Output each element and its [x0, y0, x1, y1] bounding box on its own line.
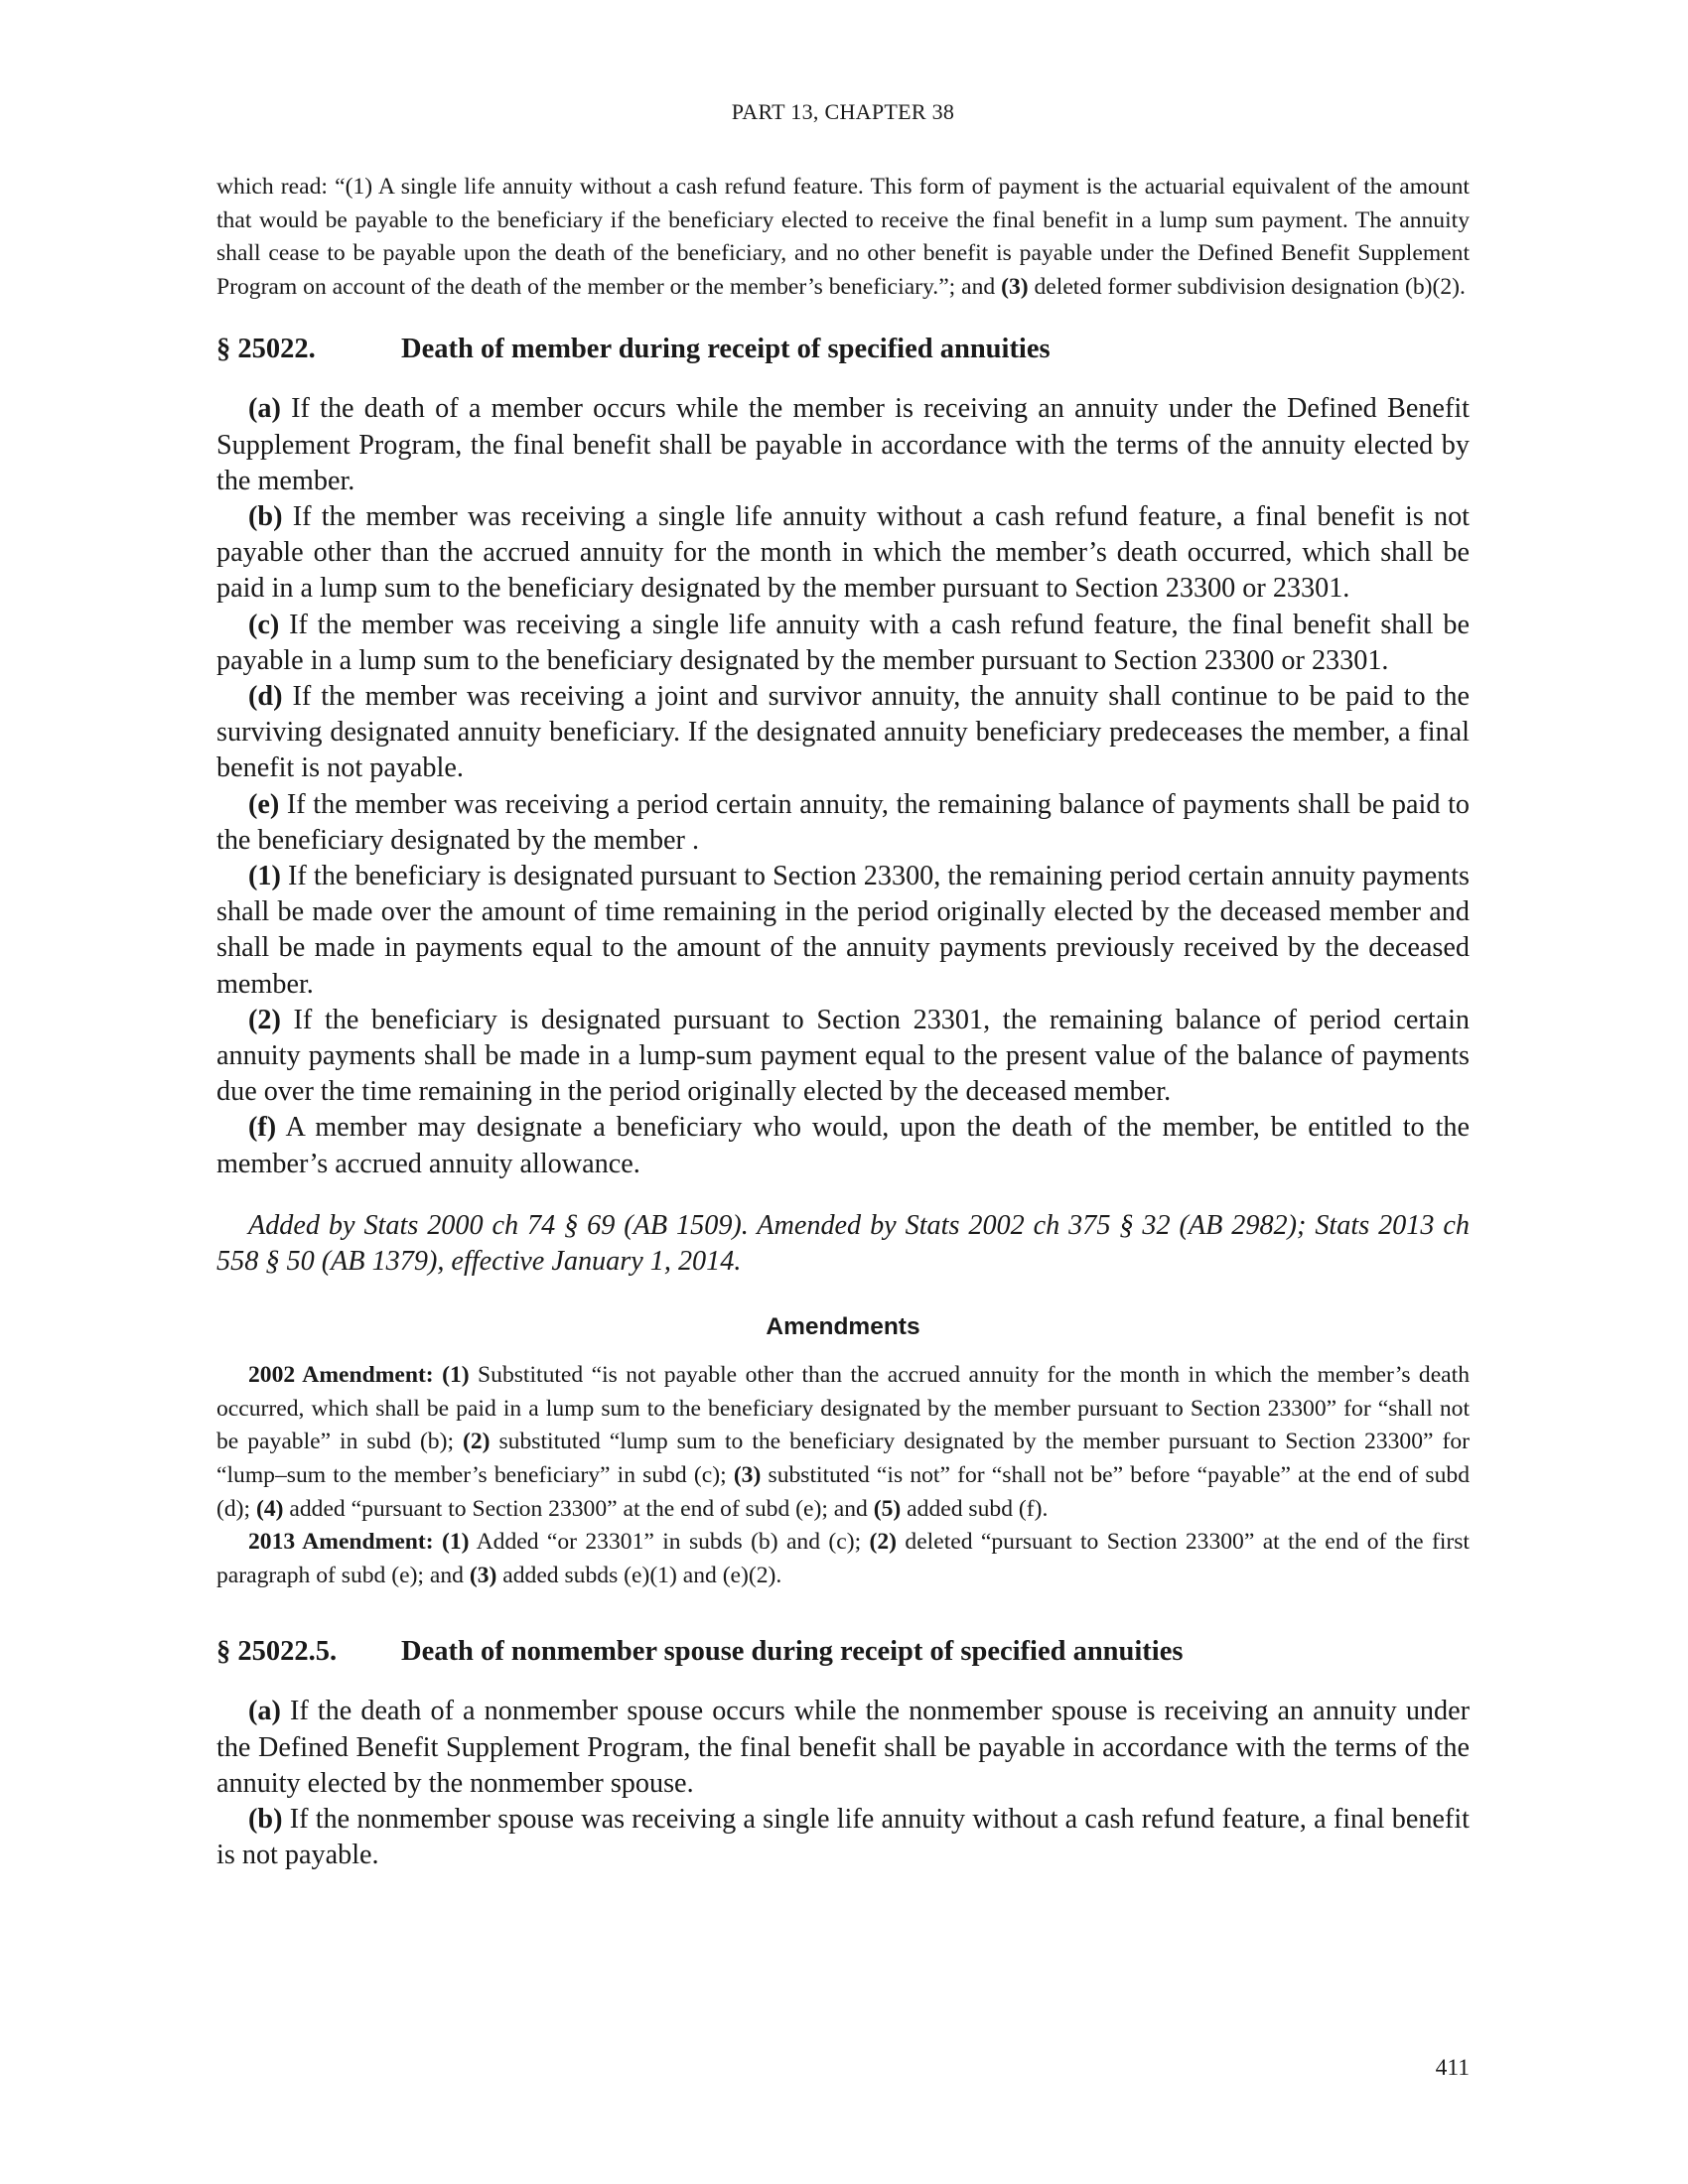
subdivision-text: If the beneficiary is designated pursuant to Section 23300, the remaining period certain annuity payments shall be made over the amount of time remaining in the period originally elected by the deceased member and shall be made in payments equal to the amount of the annuity payments previously received by the deceased member. [216, 861, 1470, 1000]
subdivision-e-2 [216, 1003, 1470, 1111]
subdivision-label: (a) [248, 393, 281, 425]
intro-label-3: (3) [1001, 273, 1029, 300]
subdivision-text: If the death of a nonmember spouse occurs while the nonmember spouse is receiving an annuity under the Defined Benefit Supplement Program, the final benefit shall be payable in accordance with the terms of the annuity elected by the nonmember spouse. [216, 1696, 1470, 1799]
amendment-2013 [216, 1526, 1470, 1592]
running-head: PART 13, CHAPTER 38 [731, 99, 955, 124]
amendments-heading: Amendments [766, 1313, 920, 1341]
subdivision-text: If the member was receiving a period certain annuity, the remaining balance of payments shall be paid to the beneficiary designated by the member . [216, 788, 1470, 856]
amendment-item-label: (2) [869, 1529, 898, 1556]
subdivision-text: If the member was receiving a single life annuity without a cash refund feature, a final benefit is not payable other than the accrued annuity for the month in which the member’s death occurred, which shall be paid in a lump sum to the beneficiary designated by the member pursuant to Section 23300 or 23301. [216, 500, 1470, 605]
page-number: 411 [1435, 2055, 1470, 2081]
subdivision-a [216, 1694, 1470, 1802]
amendment-item-label: (3) [733, 1462, 762, 1489]
section-title: Death of nonmember spouse during receipt of specified annuities [401, 1636, 1184, 1668]
amendment-label: 2002 Amendment: [248, 1362, 434, 1389]
section-heading-25022-5 [216, 1636, 1470, 1668]
amendment-item-text: substituted “is not” for “shall not be” before “payable” at the end of subd (d); [216, 1462, 1470, 1522]
section-number: § 25022. [216, 334, 316, 365]
subdivision-label: (c) [248, 609, 280, 640]
amendment-item-text: added subd (f). [901, 1495, 1049, 1522]
amendment-item-text: substituted “lump sum to the beneficiary designated by the member pursuant to Section 23300” for “lump–sum to the member’s beneficiary” in subd (c); [216, 1429, 1470, 1489]
subdivision-b [216, 1802, 1470, 1873]
amendment-item-label: (1) [442, 1362, 470, 1389]
subdivision-f [216, 1110, 1470, 1181]
amendment-item-text: Substituted “is not payable other than the accrued annuity for the month in which the member’s death occurred, which shall be paid in a lump sum to the beneficiary designated by the member pursuant to Section 23300” for “shall not be payable” in subd (b); [216, 1362, 1471, 1455]
subdivision-text: A member may designate a beneficiary who would, upon the death of the member, be entitled to the member’s accrued annuity allowance. [216, 1112, 1470, 1179]
amendment-item-text: added subds (e)(1) and (e)(2). [496, 1562, 782, 1588]
subdivision-label: (f) [248, 1112, 277, 1144]
amendment-item-label: (5) [873, 1495, 902, 1522]
subdivision-text: If the member was receiving a joint and survivor annuity, the annuity shall continue to be paid to the surviving designated annuity beneficiary. If the designated annuity beneficiary predeceases the member, a final benefit is not payable. [216, 681, 1470, 784]
amendment-item-label: (3) [469, 1562, 497, 1588]
subdivision-d [216, 679, 1470, 787]
subdivision-label: (b) [248, 500, 283, 532]
amendments-block [216, 1359, 1470, 1592]
section-title: Death of member during receipt of specified annuities [401, 334, 1051, 365]
subdivision-label: (a) [248, 1696, 281, 1727]
subdivision-text: If the member was receiving a single life annuity with a cash refund feature, the final benefit shall be payable in a lump sum to the beneficiary designated by the member pursuant to Section 23300 or 23301. [216, 609, 1470, 676]
subdivision-label: (d) [248, 681, 283, 712]
intro-text: which read: “(1) A single life annuity without a cash refund feature. This form of payment is the actuarial equivalent of the amount that would be payable to the beneficiary if the beneficiary elected to receive the final benefit in a lump sum payment. The annuity shall cease to be payable upon the death of the beneficiary, and no other benefit is payable under the Defined Benefit Supplement Program on account of the death of the member or the member’s beneficiary.”; and [216, 174, 1470, 300]
subdivision-label: (b) [248, 1804, 283, 1836]
subdivision-text: If the nonmember spouse was receiving a single life annuity without a cash refund feature, a final benefit is not payable. [216, 1804, 1470, 1871]
subdivision-text: If the death of a member occurs while the member is receiving an annuity under the Defined Benefit Supplement Program, the final benefit shall be payable in accordance with the terms of the annuity elected by the member. [216, 393, 1470, 496]
subdivision-label: (e) [248, 788, 280, 820]
document-page [216, 0, 1470, 2184]
amendment-2002 [216, 1359, 1470, 1526]
amendment-item-text: Added “or 23301” in subds (b) and (c); [469, 1529, 870, 1556]
subdivision-a [216, 391, 1470, 499]
subdivision-label: (1) [248, 861, 281, 892]
subdivision-label: (2) [248, 1004, 281, 1035]
subdivision-b [216, 499, 1470, 608]
subdivision-e-1 [216, 859, 1470, 1003]
amendment-item-label: (4) [255, 1495, 284, 1522]
amendment-item-text: deleted “pursuant to Section 23300” at the end of the first paragraph of subd (e); and [216, 1529, 1470, 1588]
section-number: § 25022.5. [216, 1636, 338, 1668]
legislative-history: Added by Stats 2000 ch 74 § 69 (AB 1509). Amended by Stats 2002 ch 375 § 32 (AB 2982); Stats 2013 ch 558 § 50 (AB 1379), effective January 1, 2014. [216, 1209, 1470, 1278]
amendment-label: 2013 Amendment: [248, 1529, 434, 1556]
amendment-item-text: added “pursuant to Section 23300” at the end of subd (e); and [283, 1495, 874, 1522]
amendment-item-label: (2) [463, 1429, 491, 1455]
section-heading-25022 [216, 334, 1470, 365]
page-content [216, 171, 1470, 1873]
intro-tail: deleted former subdivision designation (b)(2). [1028, 273, 1466, 300]
intro-paragraph [216, 171, 1470, 304]
subdivision-e [216, 787, 1470, 859]
subdivision-text: If the beneficiary is designated pursuant to Section 23301, the remaining balance of period certain annuity payments shall be made in a lump-sum payment equal to the present value of the balance of payments due over the time remaining in the period originally elected by the deceased member. [216, 1004, 1470, 1108]
subdivision-c [216, 608, 1470, 679]
amendment-item-label: (1) [442, 1529, 470, 1556]
